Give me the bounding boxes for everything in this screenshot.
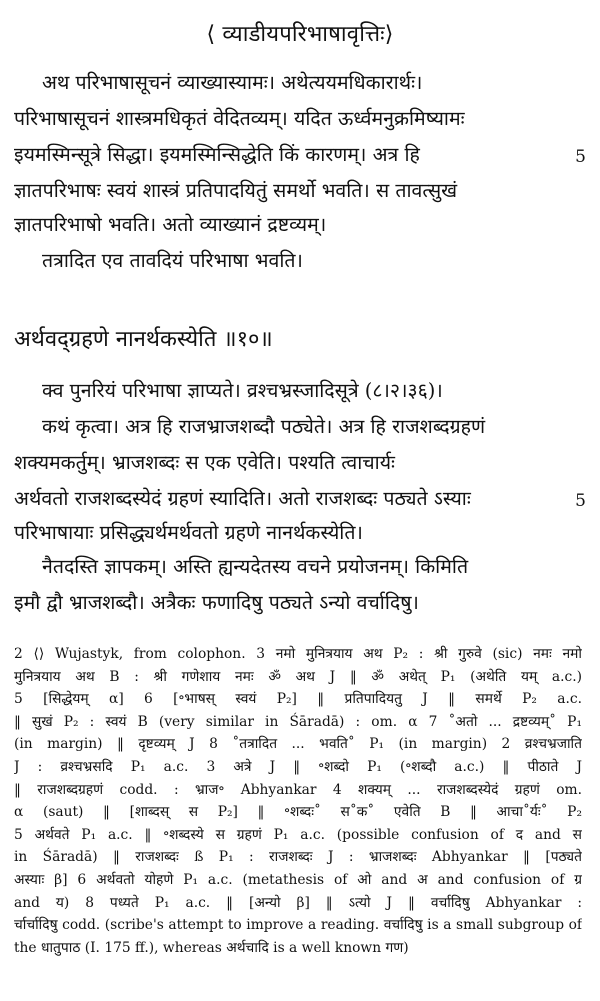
text-line-9: शक्यमकर्तुम्। भ्राजशब्दः स एक एवेति। पश्यति त्वाचार्यः (14, 451, 395, 474)
text-line-3: इयमस्मिन्सूत्रे सिद्धा। इयमस्मिन्सिद्धेति किं कारणम्। अत्र हि (14, 143, 420, 166)
text-line-11: परिभाषायाः प्रसिद्ध्यर्थमर्थवतो ग्रहणे नानर्थकस्येति। (14, 521, 363, 544)
text-line-12: नैतदस्ति ज्ञापकम्। अस्ति ह्यन्यदेतस्य वचने प्रयोजनम्। किमिति (42, 555, 469, 578)
text-line-10: अर्थवतो राजशब्दस्येदं ग्रहणं स्यादिति। अतो राजशब्दः पठ्यते ऽस्याः (14, 487, 471, 510)
text-line-4: ज्ञातपरिभाषः स्वयं शास्त्रं प्रतिपादयितुं समर्थो भवति। स तावत्सुखं (14, 179, 458, 202)
text-line-2: परिभाषासूचनं शास्त्रमधिकृतं वेदितव्यम्। यदित ऊर्ध्वमनुक्रमिष्यामः (14, 107, 465, 130)
note-line: (in margin) ‖ दृष्टव्यम् J 8 ˚तत्रादित ... भवति˚ P₁ (in margin) 2 व्रश्चभ्रजाति (14, 736, 582, 753)
note-line: 2 ⟨⟩ Wujastyk, from colophon. 3 नमो मुनित्रयाय अथ P₂ : श्री गुरुवे (sic) नमः नमो (14, 646, 582, 662)
note-line: α (saut) ‖ [शाब्दस् स P₂] ‖ ॰शब्दः˚ स˚क˚ एवेति B ‖ आचा˚र्यः˚ P₂ (14, 804, 582, 821)
note-line: 5 अर्थवते P₁ a.c. ‖ ॰शब्दस्ये स ग्रहणं P₁ a.c. (possible confusion of द and स (14, 826, 582, 843)
note-line: अस्याः β] 6 अर्थवतो योहणे P₁ a.c. (metathesis of ओ and अ and confusion of ग्र (14, 871, 582, 888)
text-line-7: क्व पुनरियं परिभाषा ज्ञाप्यते। व्रश्चभ्रस्जादिसूत्रे (८।२।३६)। (42, 379, 443, 402)
note-line: and य) 8 पध्यते P₁ a.c. ‖ [अन्यो β] ‖ ऽत्यो J ‖ वर्चादिषु Abhyankar : (14, 894, 582, 911)
section-heading: अर्थवद्ग्रहणे नानर्थकस्येति ॥१०॥ (14, 327, 273, 352)
note-line: मुनित्रयाय अथ B : श्री गणेशाय नमः ॐ अथ J ‖ ॐ अथेत् P₁ (अथेति यम् a.c.) (14, 668, 582, 685)
note-line: ‖ सुखं P₂ : स्वयं B (very similar in Śāradā) : om. α 7 ˚अतो ... द्रष्टव्यम्˚ P₁ (14, 713, 582, 730)
note-line: ‖ राजशब्दग्रहणं codd. : भ्राज॰ Abhyankar 4 शक्यम् ... राजशब्दस्येदं ग्रहणं om. (14, 781, 582, 798)
critical-apparatus (14, 643, 582, 959)
line-number: 5 (575, 147, 586, 167)
note-line: र्चार्चादिषु codd. (scribe's attempt to improve a reading. वर्चादिषु is a small subgroup of (14, 917, 582, 934)
text-line-8: कथं कृत्वा। अत्र हि राजभ्राजशब्दौ पठ्येते। अत्र हि राजशब्दग्रहणं (42, 415, 486, 438)
note-line: the धातुपाठ (I. 175 ff.), whereas अर्थचादि is a well known गण) (14, 939, 409, 956)
note-line: in Śāradā) ‖ राजशब्दः ß P₁ : राजशब्दः J : भ्राजशब्दः Abhyankar ‖ [पठ्यते (14, 849, 582, 866)
text-line-6: तत्रादित एव तावदियं परिभाषा भवति। (42, 249, 303, 272)
text-line-5: ज्ञातपरिभाषो भवति। अतो व्याख्यानं द्रष्टव्यम्। (14, 213, 327, 236)
page-title: ⟨ व्याडीयपरिभाषावृत्तिः⟩ (206, 22, 394, 47)
text-line-13: इमौ द्वौ भ्राजशब्दौ। अत्रैकः फणादिषु पठ्यते ऽन्यो वर्चादिषु। (14, 591, 419, 614)
line-number: 5 (575, 491, 586, 511)
text-line-1: अथ परिभाषासूचनं व्याख्यास्यामः। अथेत्ययमधिकारार्थः। (42, 71, 423, 94)
note-line: 5 [सिद्धेयम् α] 6 [॰भाषस् स्वयं P₂] ‖ प्रतिपादियतु J ‖ समर्थे P₂ a.c. (14, 691, 582, 708)
note-line: J : व्रश्चभ्रसदि P₁ a.c. 3 अत्रे J ‖ ॰शब्दो P₁ (॰शब्दौ a.c.) ‖ पीठाते J (14, 758, 582, 775)
